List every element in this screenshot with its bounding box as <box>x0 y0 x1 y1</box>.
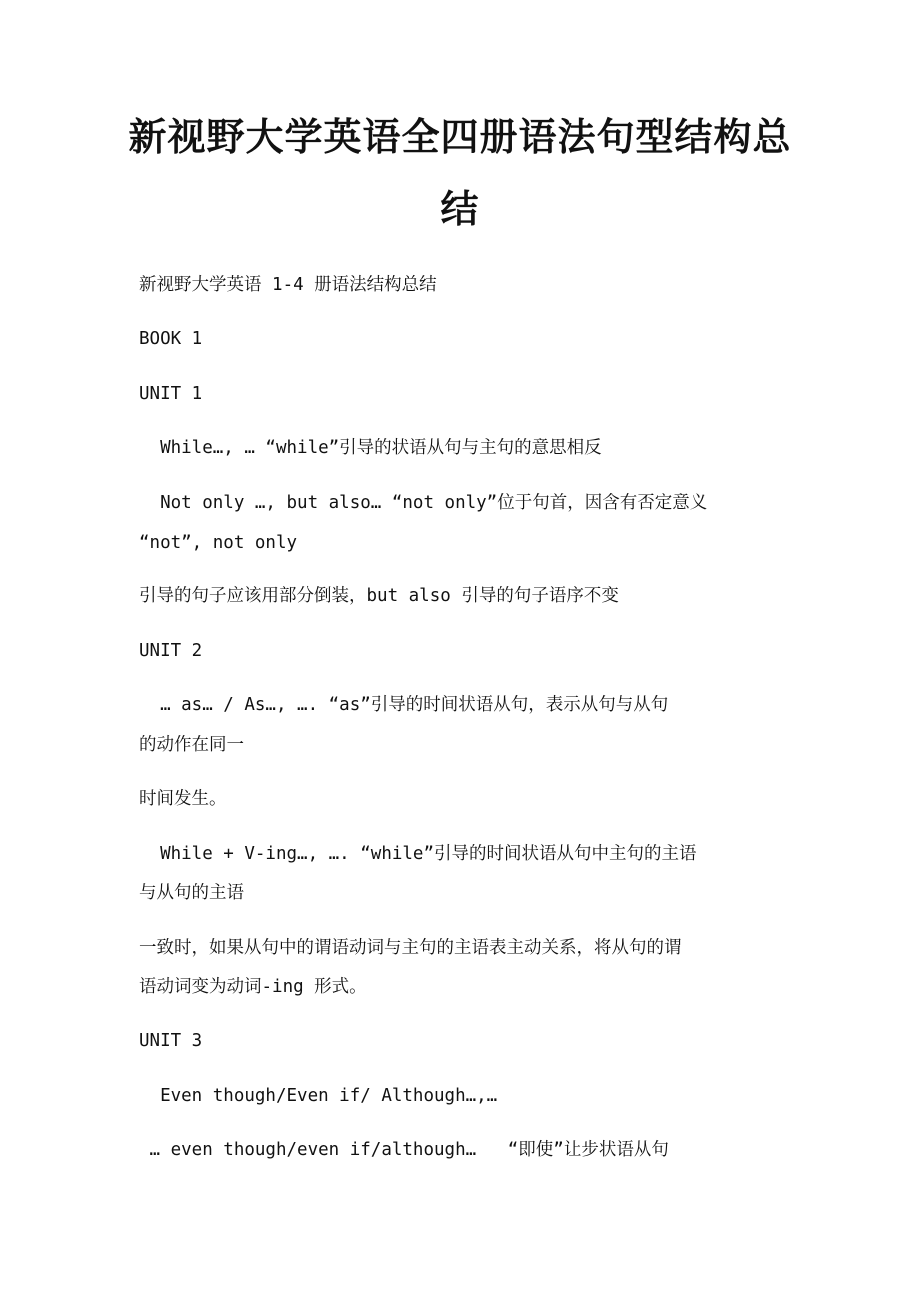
body-line: … even though/even if/although… “即使”让步状语从句 <box>139 1140 669 1160</box>
body-line: 引导的句子应该用部分倒装，but also 引导的句子语序不变 <box>139 586 619 606</box>
unit-heading: UNIT 3 <box>139 1031 203 1051</box>
body-line: While + V-ing…, …. “while”引导的时间状语从句中主句的主语 <box>139 844 697 864</box>
body-line: … as… / As…, …. “as”引导的时间状语从句，表示从句与从句 <box>139 695 669 715</box>
body-line: Even though/Even if/ Although…,… <box>139 1086 498 1106</box>
body-line: 的动作在同一 <box>139 735 244 755</box>
body-line: While…, … “while”引导的状语从句与主句的意思相反 <box>139 438 602 458</box>
document-title-line-1: 新视野大学英语全四册语法句型结构总 <box>128 114 792 159</box>
book-heading: BOOK 1 <box>139 329 203 349</box>
unit-heading: UNIT 1 <box>139 384 203 404</box>
subtitle-line: 新视野大学英语 1-4 册语法结构总结 <box>139 275 437 295</box>
body-line: 与从句的主语 <box>139 883 244 903</box>
body-line: Not only …, but also… “not only”位于句首，因含有否定意义 <box>139 493 708 513</box>
body-line: 时间发生。 <box>139 789 227 809</box>
body-line: 语动词变为动词-ing 形式。 <box>139 977 367 997</box>
document-title-line-2: 结 <box>440 186 480 231</box>
unit-heading: UNIT 2 <box>139 641 203 661</box>
body-line: “not”, not only <box>139 533 298 553</box>
body-line: 一致时，如果从句中的谓语动词与主句的主语表主动关系，将从句的谓 <box>139 938 682 958</box>
